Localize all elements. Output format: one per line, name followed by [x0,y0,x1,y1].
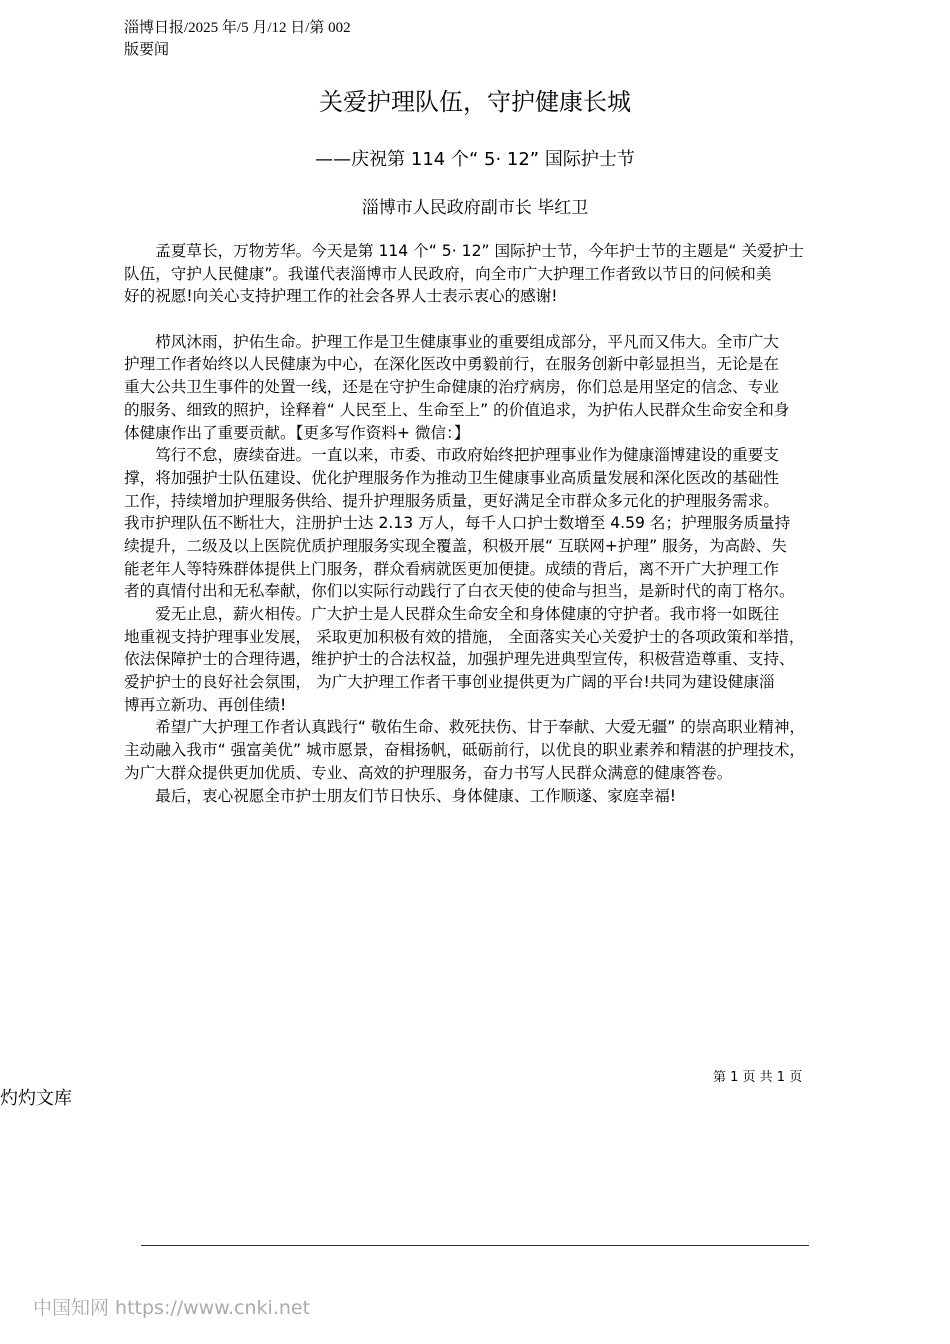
library-name: 灼灼文库 [0,1088,72,1109]
text-line: 我市护理队伍不断壮大，注册护士达 2.13 万人，每千人口护士数增至 4.59 名；护理服务质量持 [124,514,791,533]
page-number: 第 1 页 共 1 页 [713,1070,803,1085]
text-line: 体健康作出了重要贡献。【更多写作资料+ 微信：】 [124,423,470,442]
text-line: 栉风沐雨，护佑生命。护理工作是卫生健康事业的重要组成部分，平凡而又伟大。全市广大 [124,332,779,351]
text-line: 续提升，二级及以上医院优质护理服务实现全覆盖，积极开展“ 互联网+护理” 服务，为高龄、失 [124,536,787,555]
text-line: 重大公共卫生事件的处置一线，还是在守护生命健康的治疗病房，你们总是用坚定的信念、专业 [124,378,779,397]
text-line: 撑，将加强护士队伍建设、优化护理服务作为推动卫生健康事业高质量发展和深化医改的基础性 [124,468,779,487]
paragraph [124,240,844,308]
source-line-section: 版要闻 [124,42,170,58]
paragraph [124,603,844,716]
text-line [124,308,844,331]
article-author: 淄博市人民政府副市长 毕红卫 [361,198,589,218]
text-line: 地重视支持护理事业发展， 采取更加积极有效的措施， 全面落实关心关爱护士的各项政策和举措， [124,627,805,646]
source-line: 淄博日报/2025 年/5 月/12 日/第 002 [124,20,351,36]
article-title: 关爱护理队伍，守护健康长城 [319,88,631,116]
article-subtitle: ——庆祝第 114 个“ 5· 12” 国际护士节 [315,149,635,170]
text-line: 的服务、细致的照护，诠释着“ 人民至上、生命至上” 的价值追求，为护佑人民群众生命安全和身 [124,400,790,419]
text-line: 护理工作者始终以人民健康为中心，在深化医改中勇毅前行，在服务创新中彰显担当，无论是在 [124,355,779,374]
article-body [124,240,844,807]
text-line: 依法保障护士的合理待遇，维护护士的合法权益，加强护理先进典型宣传，积极营造尊重、支持、 [124,650,795,669]
paragraph [124,716,844,784]
text-line: 希望广大护理工作者认真践行“ 敬佑生命、救死扶伤、甘于奉献、大爱无疆” 的崇高职业精神， [124,718,806,737]
text-line: 博再立新功、再创佳绩! [124,695,287,714]
paragraph [124,308,844,331]
text-line: 爱护护士的良好社会氛围， 为广大护理工作者干事创业提供更为广阔的平台!共同为建设健康淄 [124,673,775,692]
text-line: 好的祝愿!向关心支持护理工作的社会各界人士表示衷心的感谢! [124,287,558,306]
text-line: 者的真情付出和无私奉献，你们以实际行动践行了白衣天使的使命与担当，是新时代的南丁格尔。 [124,582,795,601]
cnki-watermark: 中国知网 https://www.cnki.net [33,1297,311,1319]
text-line: 主动融入我市“ 强富美优” 城市愿景，奋楫扬帆，砥砺前行，以优良的职业素养和精湛的护理技术， [124,741,806,760]
text-line: 工作，持续增加护理服务供给、提升护理服务质量，更好满足全市群众多元化的护理服务需求。 [124,491,779,510]
paragraph [124,331,844,444]
text-line: 笃行不怠，赓续奋进。一直以来，市委、市政府始终把护理事业作为健康淄博建设的重要支 [124,446,779,465]
paragraph [124,785,844,808]
text-line: 队伍，守护人民健康”。我谨代表淄博市人民政府，向全市广大护理工作者致以节日的问候和美 [124,264,772,283]
footer-divider [141,1245,809,1246]
text-line: 最后，衷心祝愿全市护士朋友们节日快乐、身体健康、工作顺遂、家庭幸福! [124,786,677,805]
text-line: 孟夏草长，万物芳华。今天是第 114 个“ 5· 12” 国际护士节，今年护士节的主题是“ 关爱护士 [124,242,804,260]
text-line: 爱无止息，薪火相传。广大护士是人民群众生命安全和身体健康的守护者。我市将一如既往 [124,605,779,623]
text-line: 能老年人等特殊群体提供上门服务，群众看病就医更加便捷。成绩的背后，离不开广大护理工作 [124,559,779,578]
text-line: 为广大群众提供更加优质、专业、高效的护理服务，奋力书写人民群众满意的健康答卷。 [124,763,733,782]
paragraph [124,444,844,603]
